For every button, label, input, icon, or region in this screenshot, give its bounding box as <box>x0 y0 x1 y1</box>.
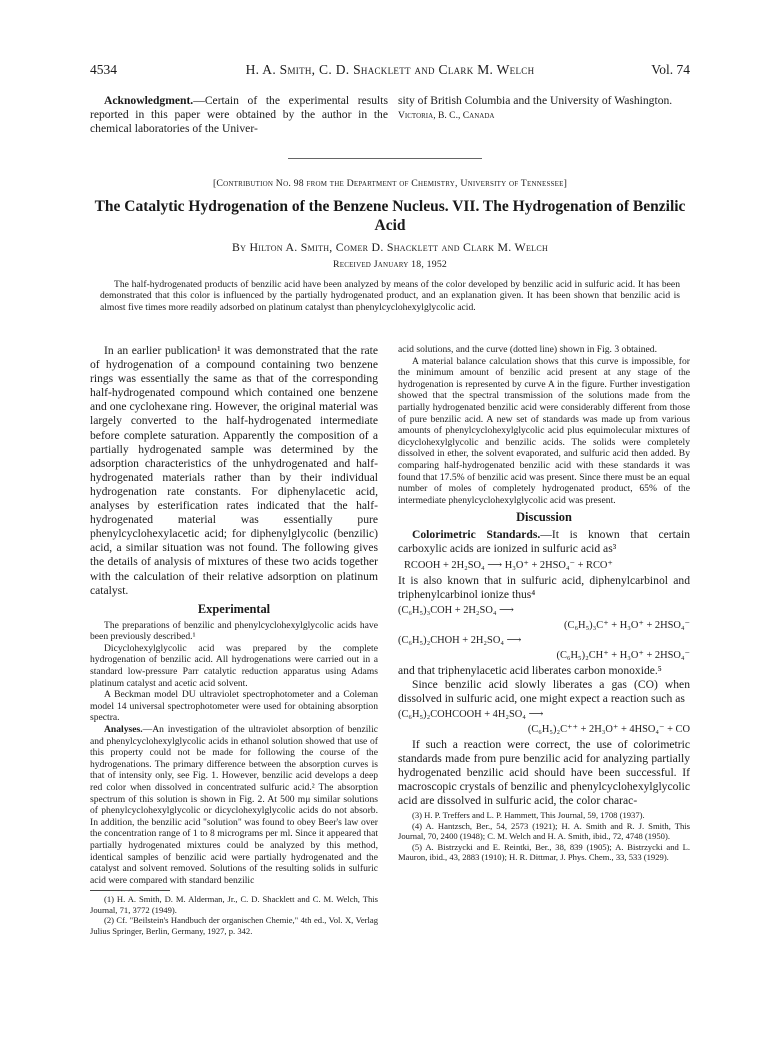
footnote-2: (2) Cf. "Beilstein's Handbuch der organischen Chemie," 4th ed., Vol. X, Verlag Julius Springer, Berlin, Germany, 1927, p. 342. <box>90 915 378 936</box>
material-balance-paragraph: A material balance calculation shows that this curve is impossible, for the minimum amount of benzilic acid present at any stage of the hydrogenation is represented by curve A in the figure. Further investigation showed that the spectral transmission of the solutions made from the partially hydrogenated benzilic acid were considerably different from those of pure benzilic acid. A new set of standards was made up from various amounts of phenylcyclohexylglycolic acid plus equimolecular mixtures of dicyclohexylglycolic and benzilic acids. The solids were completely dissolved in ether, the solvent evaporated, and sulfuric acid then added. By comparing half-hydrogenated benzilic acid with these standards it was found that 17.5% of benzilic acid was present. Since there must be an equal number of moles of completely hydrogenated product, 65% of the intermediate phenylcyclohexylglycolic acid was present. <box>398 355 690 506</box>
left-column <box>90 344 378 936</box>
equation-2a: (C₆H₅)₃COH + 2H₂SO₄ ⟶ <box>398 604 514 616</box>
colorimetric-lead: Colorimetric Standards. <box>412 528 541 542</box>
footnote-4: (4) A. Hantzsch, Ber., 54, 2573 (1921); H. A. Smith and R. J. Smith, This Journal, 70, 2400 (1948); C. M. Welch and H. A. Smith, ibid., 72, 4748 (1950). <box>398 820 690 842</box>
analyses-paragraph <box>90 724 378 886</box>
abstract: The half-hydrogenated products of benzilic acid have been analyzed by means of the color developed by benzilic acid in sulfuric acid. It has been demonstrated that this color is influenced by the partially hydrogenated product, and an explanation given. It has been shown that benzilic acid is almost five times more readily adsorbed on platinum catalyst than phenylcyclohexylglycolic acid. <box>100 279 680 313</box>
continued-paragraph: acid solutions, and the curve (dotted line) shown in Fig. 3 obtained. <box>398 344 657 355</box>
analyses-text: —An investigation of the ultraviolet absorption of benzilic and phenylcyclohexylglycolic acids in ethanol solution showed that use of this property could not be made for following the course of the hydrogenations. The primary difference between the absorption curves is that of intensity only, see Fig. 1. However, benzilic acid develops a deep red color when dissolved in concentrated sulfuric acid.² The absorption spectrum of this solution is shown in Fig. 2. At 500 mμ similar solutions of phenylcyclohexylglycolic or dicyclohexylglycolic acids do not absorb. In addition, the benzilic acid "solution" was found to obey Beer's law over the concentration range of 1 to 8 micrograms per ml. Since it appeared that partially hydrogenated mixtures could be analyzed by this method, identical samples of benzilic acid were partially hydrogenated and the catalyst and solvent removed. Solutions of the resulting solids in sulfuric acid were compared with standard benzilic <box>90 724 378 886</box>
equation-4a: (C₆H₅)₂COHCOOH + 4H₂SO₄ ⟶ <box>398 708 544 720</box>
footnote-5: (5) A. Bistrzycki and E. Reintki, Ber., 38, 839 (1905); A. Bistrzycki and L. Mauron, ibid., 43, 2883 (1910); H. R. Dittmar, J. Phys. Chem., 33, 533 (1929). <box>398 841 690 863</box>
equation-1: RCOOH + 2H₂SO₄ ⟶ H₃O⁺ + 2HSO₄⁻ + RCO⁺ <box>404 559 613 571</box>
triphenyl-paragraph: and that triphenylacetic acid liberates carbon monoxide.⁵ <box>398 663 662 677</box>
right-column <box>398 344 690 862</box>
footnote-1: (1) H. A. Smith, D. M. Alderman, Jr., C. D. Shacklett and C. M. Welch, This Journal, 71, 3772 (1949). <box>90 894 378 915</box>
acknowledgment-continued: sity of British Columbia and the University of Washington. <box>398 94 673 107</box>
equation-4b: (C₆H₅)₂C⁺⁺ + 2H₃O⁺ + 4HSO₄⁻ + CO <box>527 723 690 735</box>
equation-2b: (C₆H₅)₃C⁺ + H₃O⁺ + 2HSO₄⁻ <box>564 619 690 631</box>
exp-paragraph-2: Dicyclohexylglycolic acid was prepared by the complete hydrogenation of benzilic acid. All hydrogenations were carried out in a standard low-pressure Parr catalytic reduction apparatus using Adams platinum catalyst and acetic acid solvent. <box>90 642 378 689</box>
if-paragraph: If such a reaction were correct, the use of colorimetric standards made from pure benzilic acid for analyzing partially hydrogenated benzilic acid should have been successful. If macroscopic crystals of benzilic and phenylcyclohexylglycolic acid are dissolved in sulfuric acid, the color charac- <box>398 737 690 808</box>
discussion-heading: Discussion <box>516 510 572 525</box>
exp-paragraph-1: The preparations of benzilic and phenylcyclohexylglycolic acids have been previously described.¹ <box>90 619 378 643</box>
footnote-3: (3) H. P. Treffers and L. P. Hammett, This Journal, 59, 1708 (1937). <box>412 810 645 821</box>
contribution-line: [Contribution No. 98 from the Department of Chemistry, University of Tennessee] <box>212 178 568 189</box>
article-authors: By Hilton A. Smith, Comer D. Shacklett and Clark M. Welch <box>231 240 549 254</box>
intro-paragraph: In an earlier publication¹ it was demonstrated that the rate of hydrogenation of a compound containing two benzene rings was essentially the same as that of the corresponding half-hydrogenated compound which contained one benzene and one cyclohexane ring. However, the original material was largely converted to the half-hydrogenated intermediate before complete saturation. Apparently the composition of a partially hydrogenated sample was determined by the adsorption characteristics of the unhydrogenated and half-hydrogenated materials rather than by their individual hydrogenation rate constants. For diphenylacetic acid, analyses by esterification rates indicated that the half-hydrogenated material was essentially pure phenylcyclohexylacetic acid; for diphenylglycolic (benzilic) acid, a similar situation was not found. The following gives the details of analysis of mixtures of these two acids together with the calculation of their relative adsorption on platinum catalyst. <box>90 344 378 597</box>
colorimetric-paragraph <box>398 528 690 556</box>
article-title: The Catalytic Hydrogenation of the Benzene Nucleus. VII. The Hydrogenation of Benzilic Acid <box>94 198 686 234</box>
acknowledgment-lead: Acknowledgment. <box>104 94 194 107</box>
analyses-lead: Analyses. <box>104 724 143 736</box>
acknowledgment-text: —Certain of the experimental results reported in this paper were obtained by the author in the chemical laboratories of the Univer- <box>90 94 388 136</box>
page-number: 4534 <box>90 62 117 77</box>
acknowledgment-left <box>90 94 388 136</box>
since-paragraph: Since benzilic acid slowly liberates a gas (CO) when dissolved in sulfuric acid, one might expect a reaction such as <box>398 677 690 705</box>
equation-3a: (C₆H₅)₂CHOH + 2H₂SO₄ ⟶ <box>398 634 522 646</box>
footnote-rule <box>90 890 170 891</box>
known-paragraph: It is also known that in sulfuric acid, diphenylcarbinol and triphenylcarbinol ionize thus⁴ <box>398 573 690 601</box>
page-header <box>90 62 690 84</box>
exp-paragraph-3: A Beckman model DU ultraviolet spectrophotometer and a Coleman model 14 universal spectrophotometer were used for obtaining absorption spectra. <box>90 689 378 724</box>
experimental-heading: Experimental <box>197 601 271 616</box>
acknowledgment-right <box>398 94 690 121</box>
volume-label: Vol. 74 <box>651 62 690 77</box>
received-date: Received January 18, 1952 <box>332 259 448 270</box>
running-head: H. A. Smith, C. D. Shacklett and Clark M. Welch <box>245 62 535 77</box>
colorimetric-text: —It is known that certain carboxylic acids are ionized in sulfuric acid as³ <box>398 528 690 556</box>
section-divider <box>288 158 482 159</box>
author-location: Victoria, B. C., Canada <box>398 110 495 122</box>
equation-3b: (C₆H₅)₂CH⁺ + H₃O⁺ + 2HSO₄⁻ <box>556 649 690 661</box>
